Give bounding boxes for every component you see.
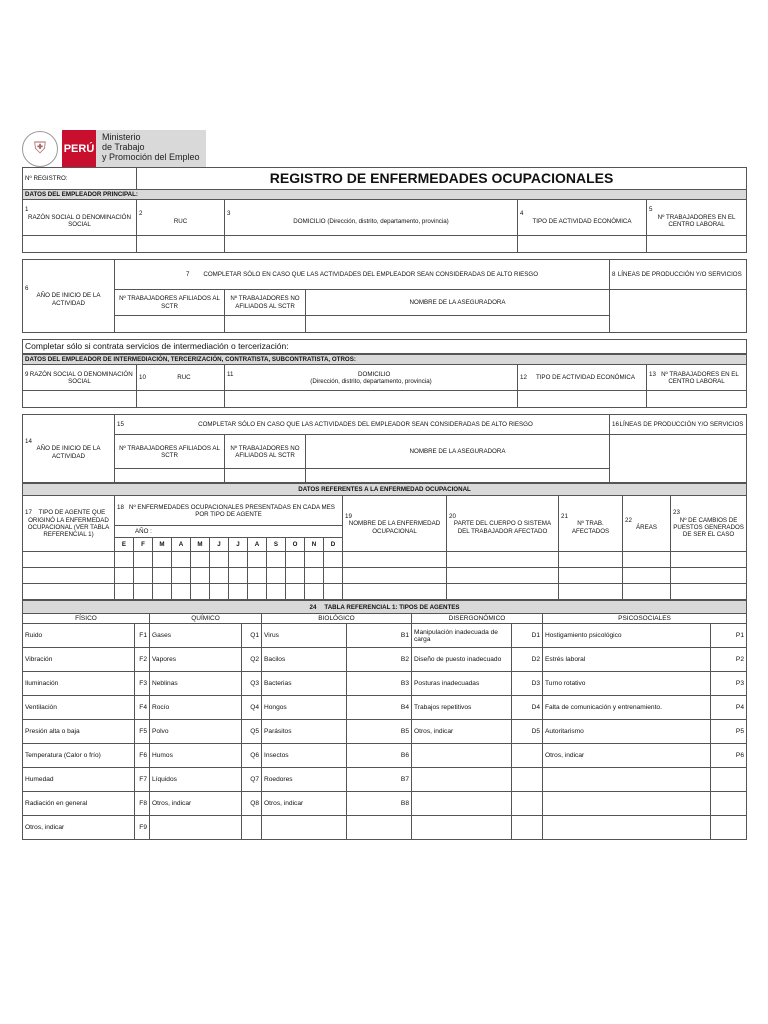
data-cell[interactable] bbox=[210, 568, 229, 584]
agent-name: Humos bbox=[150, 744, 242, 768]
agent-name bbox=[412, 768, 512, 792]
data-cell[interactable] bbox=[191, 552, 210, 568]
agent-code: F9 bbox=[135, 816, 150, 840]
agent-code: F4 bbox=[135, 696, 150, 720]
agent-code: Q4 bbox=[242, 696, 262, 720]
agent-row bbox=[23, 792, 747, 816]
data-cell[interactable] bbox=[286, 568, 305, 584]
agent-name bbox=[543, 816, 711, 840]
psicosociales-header: PSICOSOCIALES bbox=[543, 614, 747, 624]
agent-name: Iluminación bbox=[23, 672, 135, 696]
agent-code: F7 bbox=[135, 768, 150, 792]
agent-name: Otros, indicar bbox=[412, 720, 512, 744]
data-cell[interactable] bbox=[671, 568, 747, 584]
quimico-header: QUÍMICO bbox=[150, 614, 262, 624]
agent-name: Ventilación bbox=[23, 696, 135, 720]
agent-name bbox=[543, 792, 711, 816]
agent-name: Bacterias bbox=[262, 672, 347, 696]
agent-code: D2 bbox=[512, 648, 543, 672]
afiliados-field[interactable] bbox=[115, 316, 225, 333]
agent-name bbox=[412, 744, 512, 768]
agent-code: P1 bbox=[711, 624, 747, 648]
agent-name bbox=[412, 792, 512, 816]
agent-name bbox=[543, 768, 711, 792]
lineas-field[interactable] bbox=[610, 435, 747, 483]
agent-code: Q5 bbox=[242, 720, 262, 744]
data-cell[interactable] bbox=[671, 552, 747, 568]
razon-social-header: 9 RAZÓN SOCIAL O DENOMINACIÓN SOCIAL bbox=[23, 365, 137, 391]
data-cell[interactable] bbox=[248, 552, 267, 568]
aseguradora-header: NOMBRE DE LA ASEGURADORA bbox=[306, 435, 610, 469]
agent-code bbox=[711, 816, 747, 840]
anio-inicio-header: 6 AÑO DE INICIO DE LA ACTIVIDAD bbox=[23, 260, 115, 333]
agent-row bbox=[23, 816, 747, 840]
anio-inicio-header: 14 AÑO DE INICIO DE LA ACTIVIDAD bbox=[23, 415, 115, 483]
section-heading: DATOS DEL EMPLEADOR PRINCIPAL: bbox=[23, 190, 747, 200]
agent-code: F5 bbox=[135, 720, 150, 744]
agent-code: D4 bbox=[512, 696, 543, 720]
data-cell[interactable] bbox=[324, 584, 343, 600]
agent-code: B8 bbox=[347, 792, 412, 816]
month-header: J bbox=[229, 538, 248, 552]
month-header: M bbox=[191, 538, 210, 552]
data-cell[interactable] bbox=[343, 568, 447, 584]
data-cell[interactable] bbox=[447, 584, 559, 600]
agent-code: P4 bbox=[711, 696, 747, 720]
agent-name: Bacilos bbox=[262, 648, 347, 672]
employer-principal-table bbox=[22, 167, 747, 354]
areas-header: 22 ÁREAS bbox=[623, 496, 671, 552]
tipos-agentes-table bbox=[22, 600, 747, 840]
data-cell[interactable] bbox=[115, 568, 134, 584]
agent-name bbox=[150, 816, 242, 840]
agent-code: Q8 bbox=[242, 792, 262, 816]
agent-code bbox=[512, 744, 543, 768]
agent-code: B3 bbox=[347, 672, 412, 696]
agent-code: P2 bbox=[711, 648, 747, 672]
month-header: J bbox=[210, 538, 229, 552]
razon-social-header: 1 RAZÓN SOCIAL O DENOMINACIÓN SOCIAL bbox=[23, 200, 137, 236]
data-cell[interactable] bbox=[172, 568, 191, 584]
data-cell[interactable] bbox=[153, 552, 172, 568]
agent-code: F2 bbox=[135, 648, 150, 672]
agent-code bbox=[711, 792, 747, 816]
agent-code bbox=[711, 768, 747, 792]
trabajadores-field[interactable] bbox=[647, 391, 747, 408]
fisico-header: FÍSICO bbox=[23, 614, 150, 624]
data-cell[interactable] bbox=[343, 584, 447, 600]
data-cell[interactable] bbox=[229, 568, 248, 584]
alto-riesgo-header: 15 COMPLETAR SÓLO EN CASO QUE LAS ACTIVIDADES DEL EMPLEADOR SEAN CONSIDERADAS DE ALTO RIESGO bbox=[115, 415, 610, 435]
agent-row bbox=[23, 744, 747, 768]
agent-name: Trabajos repetitivos bbox=[412, 696, 512, 720]
agent-name: Polvo bbox=[150, 720, 242, 744]
agent-name: Estrés laboral bbox=[543, 648, 711, 672]
ministry-logo bbox=[22, 130, 746, 167]
actividad-header: 4 TIPO DE ACTIVIDAD ECONÓMICA bbox=[518, 200, 647, 236]
agent-name: Roedores bbox=[262, 768, 347, 792]
peru-badge: PERÚ bbox=[62, 130, 96, 167]
data-cell[interactable] bbox=[153, 584, 172, 600]
agent-code: D3 bbox=[512, 672, 543, 696]
agent-code bbox=[512, 816, 543, 840]
domicilio-field[interactable] bbox=[225, 391, 518, 408]
actividad-field[interactable] bbox=[518, 391, 647, 408]
data-cell[interactable] bbox=[267, 568, 286, 584]
trabajadores-header: 13 Nº TRABAJADORES EN EL CENTRO LABORAL bbox=[647, 365, 747, 391]
agent-code: F6 bbox=[135, 744, 150, 768]
section-heading: DATOS REFERENTES A LA ENFERMEDAD OCUPACIONAL bbox=[23, 484, 747, 496]
data-cell[interactable] bbox=[267, 552, 286, 568]
data-cell[interactable] bbox=[191, 584, 210, 600]
agent-name: Manipulación inadecuada de carga bbox=[412, 624, 512, 648]
agent-name: Virus bbox=[262, 624, 347, 648]
agent-code: P6 bbox=[711, 744, 747, 768]
ministry-name: Ministerio de Trabajo y Promoción del Empleo bbox=[96, 130, 206, 167]
agent-code: B2 bbox=[347, 648, 412, 672]
agent-name: Insectos bbox=[262, 744, 347, 768]
no-afiliados-header: Nº TRABAJADORES NO AFILIADOS AL SCTR bbox=[225, 435, 306, 469]
agent-code: Q1 bbox=[242, 624, 262, 648]
data-cell[interactable] bbox=[248, 568, 267, 584]
data-cell[interactable] bbox=[210, 584, 229, 600]
agent-code: Q6 bbox=[242, 744, 262, 768]
data-cell[interactable] bbox=[134, 552, 153, 568]
data-cell[interactable] bbox=[210, 552, 229, 568]
agent-name: Otros, indicar bbox=[543, 744, 711, 768]
agent-row bbox=[23, 672, 747, 696]
razon-social-field[interactable] bbox=[23, 236, 137, 253]
biologico-header: BIOLÓGICO bbox=[262, 614, 412, 624]
data-cell[interactable] bbox=[559, 584, 623, 600]
agent-name: Turno rotativo bbox=[543, 672, 711, 696]
domicilio-field[interactable] bbox=[225, 236, 518, 253]
data-cell[interactable] bbox=[229, 552, 248, 568]
agent-code: F8 bbox=[135, 792, 150, 816]
agent-code: P5 bbox=[711, 720, 747, 744]
intermediacion-note: Completar sólo si contrata servicios de intermediación o tercerización: bbox=[23, 340, 747, 354]
month-header: O bbox=[286, 538, 305, 552]
agent-row bbox=[23, 648, 747, 672]
month-header: A bbox=[172, 538, 191, 552]
agent-row bbox=[23, 624, 747, 648]
razon-social-field[interactable] bbox=[23, 391, 137, 408]
agent-code bbox=[242, 816, 262, 840]
agent-code: B4 bbox=[347, 696, 412, 720]
agent-name bbox=[412, 816, 512, 840]
data-cell[interactable] bbox=[134, 584, 153, 600]
no-afiliados-header: Nº TRABAJADORES NO AFILIADOS AL SCTR bbox=[225, 290, 306, 316]
agent-name: Ruido bbox=[23, 624, 135, 648]
trab-afectados-header: 21 Nº TRAB. AFECTADOS bbox=[559, 496, 623, 552]
data-cell[interactable] bbox=[559, 568, 623, 584]
agent-name: Falta de comunicación y entrenamiento. bbox=[543, 696, 711, 720]
agent-name: Parásitos bbox=[262, 720, 347, 744]
section-heading: 24 TABLA REFERENCIAL 1: TIPOS DE AGENTES bbox=[23, 601, 747, 614]
trabajadores-field[interactable] bbox=[647, 236, 747, 253]
data-cell[interactable] bbox=[134, 568, 153, 584]
agent-code: Q7 bbox=[242, 768, 262, 792]
aseguradora-field[interactable] bbox=[306, 316, 610, 333]
actividad-field[interactable] bbox=[518, 236, 647, 253]
aseguradora-header: NOMBRE DE LA ASEGURADORA bbox=[306, 290, 610, 316]
agent-code: Q2 bbox=[242, 648, 262, 672]
agent-name: Vibración bbox=[23, 648, 135, 672]
page-title: REGISTRO DE ENFERMEDADES OCUPACIONALES bbox=[137, 168, 747, 190]
data-cell[interactable] bbox=[623, 584, 671, 600]
data-cell[interactable] bbox=[559, 552, 623, 568]
alto-riesgo-header: 7 COMPLETAR SÓLO EN CASO QUE LAS ACTIVIDADES DEL EMPLEADOR SEAN CONSIDERADAS DE ALTO RIESGO bbox=[115, 260, 610, 290]
agent-name: Neblinas bbox=[150, 672, 242, 696]
agent-name: Otros, indicar bbox=[150, 792, 242, 816]
data-cell[interactable] bbox=[172, 584, 191, 600]
data-cell[interactable] bbox=[324, 552, 343, 568]
agent-name: Presión alta o baja bbox=[23, 720, 135, 744]
data-cell[interactable] bbox=[23, 584, 115, 600]
data-cell[interactable] bbox=[671, 584, 747, 600]
lineas-header: 16 LÍNEAS DE PRODUCCIÓN Y/O SERVICIOS bbox=[610, 415, 747, 435]
domicilio-header: 11 DOMICILIO (Dirección, distrito, departamento, provincia) bbox=[225, 365, 518, 391]
data-cell[interactable] bbox=[267, 584, 286, 600]
agent-code: D1 bbox=[512, 624, 543, 648]
agent-name: Posturas inadecuadas bbox=[412, 672, 512, 696]
data-cell[interactable] bbox=[623, 552, 671, 568]
actividad-header: 12 TIPO DE ACTIVIDAD ECONÓMICA bbox=[518, 365, 647, 391]
agent-code bbox=[512, 768, 543, 792]
data-cell[interactable] bbox=[23, 552, 115, 568]
agent-code: B6 bbox=[347, 744, 412, 768]
month-header: M bbox=[153, 538, 172, 552]
data-cell[interactable] bbox=[305, 552, 324, 568]
agent-name: Vapores bbox=[150, 648, 242, 672]
agent-name: Autoritarismo bbox=[543, 720, 711, 744]
data-cell[interactable] bbox=[447, 552, 559, 568]
agent-code: D5 bbox=[512, 720, 543, 744]
ruc-header: 2 RUC bbox=[137, 200, 225, 236]
aseguradora-field[interactable] bbox=[306, 469, 610, 483]
data-cell[interactable] bbox=[286, 584, 305, 600]
agent-code: F3 bbox=[135, 672, 150, 696]
agent-code bbox=[347, 816, 412, 840]
agent-name bbox=[262, 816, 347, 840]
disergonomico-header: DISERGONÓMICO bbox=[412, 614, 543, 624]
form bbox=[22, 130, 746, 840]
month-header: N bbox=[305, 538, 324, 552]
agent-name: Líquidos bbox=[150, 768, 242, 792]
data-cell[interactable] bbox=[229, 584, 248, 600]
month-header: D bbox=[324, 538, 343, 552]
no-afiliados-field[interactable] bbox=[225, 469, 306, 483]
agent-name: Hostigamiento psicológico bbox=[543, 624, 711, 648]
data-cell[interactable] bbox=[115, 584, 134, 600]
registro-label: Nº REGISTRO: bbox=[23, 168, 137, 190]
cambios-puesto-header: 23 Nº DE CAMBIOS DE PUESTOS GENERADOS DE SER EL CASO bbox=[671, 496, 747, 552]
data-cell[interactable] bbox=[305, 568, 324, 584]
agent-name: Otros, indicar bbox=[262, 792, 347, 816]
data-cell[interactable] bbox=[324, 568, 343, 584]
agent-code: B7 bbox=[347, 768, 412, 792]
parte-cuerpo-header: 20 PARTE DEL CUERPO O SISTEMA DEL TRABAJADOR AFECTADO bbox=[447, 496, 559, 552]
nombre-enfermedad-header: 19 NOMBRE DE LA ENFERMEDAD OCUPACIONAL bbox=[343, 496, 447, 552]
lineas-field[interactable] bbox=[610, 290, 747, 333]
data-cell[interactable] bbox=[172, 552, 191, 568]
afiliados-header: Nº TRABAJADORES AFILIADOS AL SCTR bbox=[115, 290, 225, 316]
agent-code: B5 bbox=[347, 720, 412, 744]
data-cell[interactable] bbox=[447, 568, 559, 584]
data-cell[interactable] bbox=[623, 568, 671, 584]
agent-row bbox=[23, 696, 747, 720]
data-cell[interactable] bbox=[305, 584, 324, 600]
no-afiliados-field[interactable] bbox=[225, 316, 306, 333]
ruc-field[interactable] bbox=[137, 391, 225, 408]
agent-name: Otros, indicar bbox=[23, 816, 135, 840]
domicilio-header: 3 DOMICILIO (Dirección, distrito, departamento, provincia) bbox=[225, 200, 518, 236]
month-header: S bbox=[267, 538, 286, 552]
agent-row bbox=[23, 768, 747, 792]
data-cell[interactable] bbox=[153, 568, 172, 584]
month-header: F bbox=[134, 538, 153, 552]
coat-of-arms-icon: ⛨ bbox=[22, 131, 58, 167]
afiliados-field[interactable] bbox=[115, 469, 225, 483]
trabajadores-header: 5 Nº TRABAJADORES EN EL CENTRO LABORAL bbox=[647, 200, 747, 236]
tipo-agente-header: 17 TIPO DE AGENTE QUE ORIGINÓ LA ENFERMEDAD OCUPACIONAL (VER TABLA REFERENCIAL 1) bbox=[23, 496, 115, 552]
ruc-header: 10 RUC bbox=[137, 365, 225, 391]
data-cell[interactable] bbox=[23, 568, 115, 584]
agent-name: Humedad bbox=[23, 768, 135, 792]
ruc-field[interactable] bbox=[137, 236, 225, 253]
afiliados-header: Nº TRABAJADORES AFILIADOS AL SCTR bbox=[115, 435, 225, 469]
month-header: A bbox=[248, 538, 267, 552]
data-cell[interactable] bbox=[115, 552, 134, 568]
agent-name: Rocío bbox=[150, 696, 242, 720]
data-cell[interactable] bbox=[343, 552, 447, 568]
lineas-header: 8 LÍNEAS DE PRODUCCIÓN Y/O SERVICIOS bbox=[610, 260, 747, 290]
employer-intermediacion-table bbox=[22, 354, 747, 483]
agent-code bbox=[512, 792, 543, 816]
agent-code: Q3 bbox=[242, 672, 262, 696]
anio-label: AÑO : bbox=[115, 526, 343, 538]
agent-code: P3 bbox=[711, 672, 747, 696]
month-header: E bbox=[115, 538, 134, 552]
agent-code: B1 bbox=[347, 624, 412, 648]
agent-name: Hongos bbox=[262, 696, 347, 720]
agent-name: Temperatura (Calor o frío) bbox=[23, 744, 135, 768]
agent-name: Radiación en general bbox=[23, 792, 135, 816]
enfermedad-table bbox=[22, 483, 747, 600]
enfermedades-mes-header: 18 Nº ENFERMEDADES OCUPACIONALES PRESENTADAS EN CADA MES POR TIPO DE AGENTE bbox=[115, 496, 343, 526]
data-cell[interactable] bbox=[248, 584, 267, 600]
agent-name: Gases bbox=[150, 624, 242, 648]
agent-name: Diseño de puesto inadecuado bbox=[412, 648, 512, 672]
data-cell[interactable] bbox=[286, 552, 305, 568]
agent-code: F1 bbox=[135, 624, 150, 648]
section-heading: DATOS DEL EMPLEADOR DE INTERMEDIACIÓN, TERCERIZACIÓN, CONTRATISTA, SUBCONTRATISTA, OTROS: bbox=[23, 355, 747, 365]
data-cell[interactable] bbox=[191, 568, 210, 584]
agent-row bbox=[23, 720, 747, 744]
